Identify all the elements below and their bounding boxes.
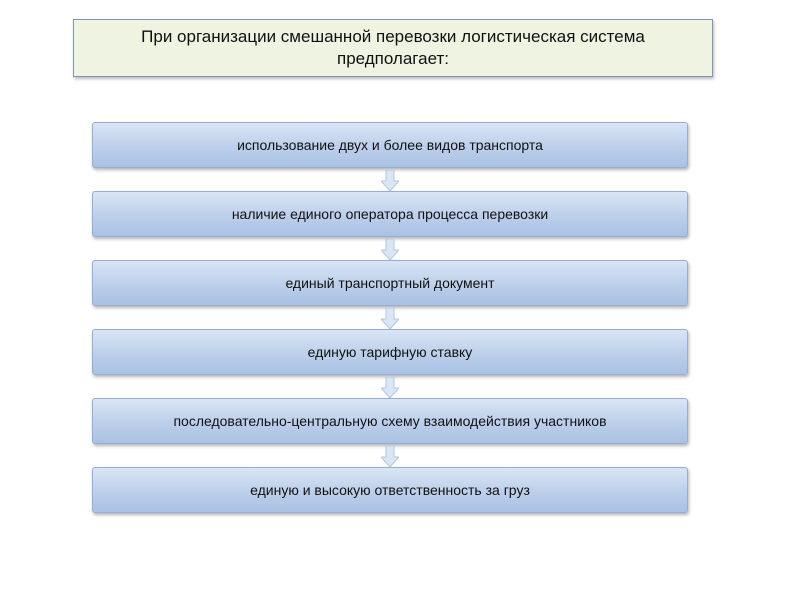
down-arrow-icon: [381, 446, 399, 468]
step-label-6: единую и высокую ответственность за груз: [250, 482, 530, 498]
step-label-5: последовательно-центральную схему взаимодействия участников: [173, 413, 607, 429]
step-box-1: [92, 122, 688, 168]
step-box-6: [92, 467, 688, 513]
process-flow: [92, 122, 688, 514]
step-box-5: [92, 398, 688, 444]
title-box: [73, 19, 713, 77]
diagram-title: При организации смешанной перевозки логистическая система предполагает:: [141, 27, 645, 68]
step-label-2: наличие единого оператора процесса перевозки: [231, 206, 549, 222]
step-label-1: использование двух и более видов транспорта: [237, 137, 543, 153]
down-arrow-icon: [381, 308, 399, 330]
step-box-2: [92, 191, 688, 237]
step-box-3: [92, 260, 688, 306]
step-label-4: единую тарифную ставку: [307, 344, 473, 360]
step-label-3: единый транспортный документ: [285, 275, 495, 291]
down-arrow-icon: [381, 170, 399, 192]
down-arrow-icon: [381, 239, 399, 261]
step-box-4: [92, 329, 688, 375]
down-arrow-icon: [381, 377, 399, 399]
